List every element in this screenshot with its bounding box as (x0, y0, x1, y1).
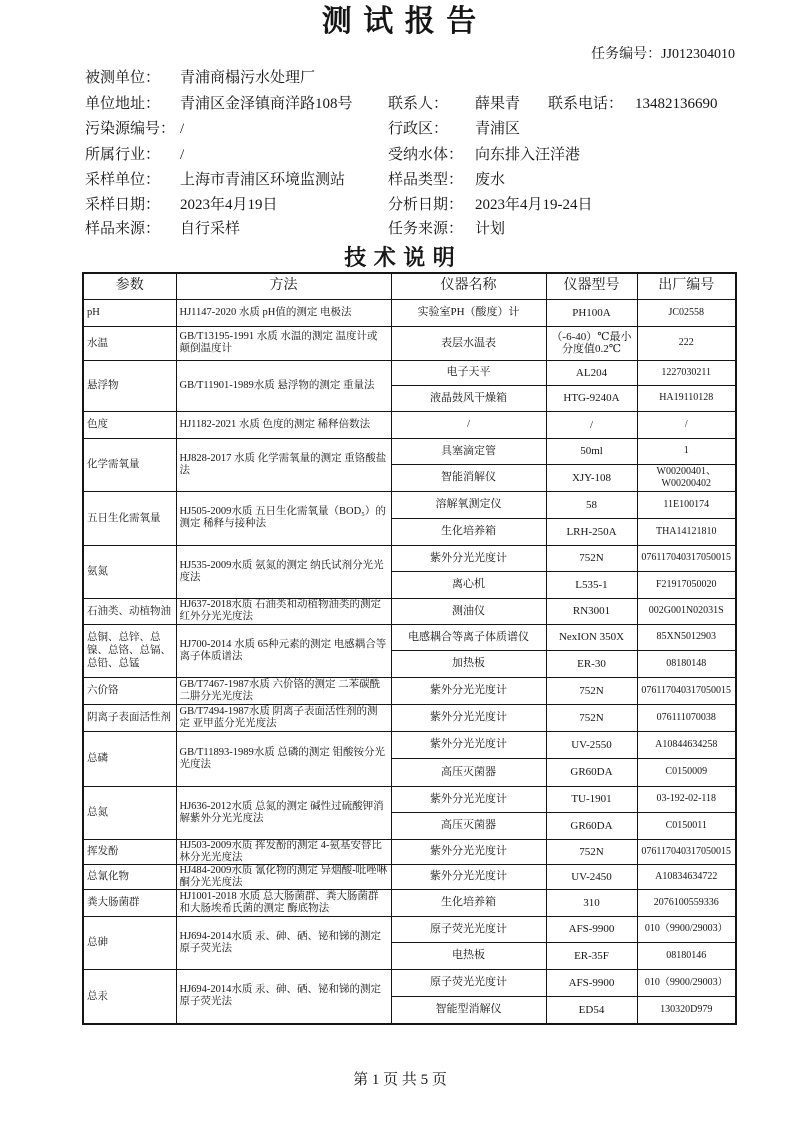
task-number-value: JJ012304010 (661, 47, 735, 62)
serial-no-cell: 08180146 (637, 942, 736, 969)
param-cell: 总氰化物 (83, 864, 176, 889)
param-cell: 阴离子表面活性剂 (83, 704, 176, 731)
serial-no-cell: 03-192-02-118 (637, 786, 736, 812)
analysis-date-value: 2023年4月19-24日 (475, 197, 593, 213)
instrument-name-cell: 紫外分光光度计 (391, 545, 546, 571)
industry-value: / (180, 147, 185, 163)
serial-no-cell: C0150009 (637, 758, 736, 786)
table-row (83, 786, 736, 812)
instrument-model-cell: ER-30 (546, 650, 637, 677)
param-cell: 六价铬 (83, 677, 176, 704)
sampling-unit-value: 上海市青浦区环境监测站 (180, 172, 346, 188)
serial-no-cell: / (637, 411, 736, 438)
table-row (83, 677, 736, 704)
instrument-model-cell: ED54 (546, 996, 637, 1024)
header-instrument-model: 仪器型号 (546, 273, 637, 299)
table-row (83, 839, 736, 864)
instrument-model-cell: TU-1901 (546, 786, 637, 812)
table-row (83, 545, 736, 571)
instrument-name-cell: 生化培养箱 (391, 518, 546, 545)
instrument-model-cell: GR60DA (546, 812, 637, 839)
sample-type-value: 废水 (475, 172, 506, 188)
table-row (83, 411, 736, 438)
method-cell: GB/T7494-1987水质 阴离子表面活性剂的测定 亚甲蓝分光光度法 (176, 704, 391, 731)
instrument-name-cell: 高压灭菌器 (391, 812, 546, 839)
sampling-date-value: 2023年4月19日 (180, 197, 278, 213)
task-source-label: 任务来源： (388, 221, 464, 237)
contact-label: 联系人： (388, 96, 449, 112)
header-param: 参数 (83, 273, 176, 299)
instrument-name-cell: 离心机 (391, 571, 546, 598)
param-cell: 氨氮 (83, 545, 176, 598)
serial-no-cell: 002G001N02031S (637, 598, 736, 624)
serial-no-cell: 2076100559336 (637, 889, 736, 916)
page-footer: 第 1 页 共 5 页 (353, 1072, 447, 1088)
param-cell: 总汞 (83, 969, 176, 1024)
instrument-model-cell: HTG-9240A (546, 385, 637, 411)
phone-value: 13482136690 (635, 96, 718, 112)
instrument-name-cell: 紫外分光光度计 (391, 731, 546, 758)
instrument-name-cell: 原子荧光光度计 (391, 916, 546, 942)
contact-value: 薛果青 (475, 96, 521, 112)
method-cell: GB/T13195-1991 水质 水温的测定 温度计或颠倒温度计 (176, 326, 391, 360)
sample-source-value: 自行采样 (180, 221, 241, 237)
address-value: 青浦区金泽镇商洋路108号 (180, 96, 353, 112)
method-cell: HJ1182-2021 水质 色度的测定 稀释倍数法 (176, 411, 391, 438)
serial-no-cell: 222 (637, 326, 736, 360)
table-row (83, 491, 736, 518)
instrument-model-cell: AFS-9900 (546, 916, 637, 942)
source-no-label: 污染源编号： (85, 121, 176, 137)
instrument-model-cell: 752N (546, 545, 637, 571)
param-cell: 总砷 (83, 916, 176, 969)
instrument-name-cell: 生化培养箱 (391, 889, 546, 916)
serial-no-cell: 11E100174 (637, 491, 736, 518)
param-cell: 悬浮物 (83, 360, 176, 411)
header-method: 方法 (176, 273, 391, 299)
param-cell: 色度 (83, 411, 176, 438)
method-cell: HJ505-2009水质 五日生化需氧量（BOD₅）的测定 稀释与接种法 (176, 491, 391, 545)
task-number (591, 46, 735, 64)
industry-label: 所属行业： (85, 147, 161, 163)
receiving-water-label: 受纳水体： (388, 147, 464, 163)
method-cell: HJ636-2012水质 总氮的测定 碱性过硫酸钾消解紫外分光光度法 (176, 786, 391, 839)
header-instrument-name: 仪器名称 (391, 273, 546, 299)
serial-no-cell: 1 (637, 438, 736, 464)
district-value: 青浦区 (475, 121, 521, 137)
section-title: 技 术 说 明 (344, 245, 456, 270)
table-row (83, 916, 736, 942)
param-cell: 粪大肠菌群 (83, 889, 176, 916)
method-cell: HJ503-2009水质 挥发酚的测定 4-氨基安替比林分光光度法 (176, 839, 391, 864)
serial-no-cell: W00200401、W00200402 (637, 464, 736, 491)
instrument-model-cell: XJY-108 (546, 464, 637, 491)
param-cell: pH (83, 299, 176, 326)
table-row (83, 360, 736, 385)
method-cell: HJ637-2018水质 石油类和动植物油类的测定 红外分光光度法 (176, 598, 391, 624)
instrument-model-cell: 50ml (546, 438, 637, 464)
instrument-model-cell: NexION 350X (546, 624, 637, 650)
instrument-model-cell: GR60DA (546, 758, 637, 786)
instrument-model-cell: UV-2450 (546, 864, 637, 889)
param-cell: 化学需氧量 (83, 438, 176, 491)
analysis-date-label: 分析日期： (388, 197, 464, 213)
instrument-model-cell: UV-2550 (546, 731, 637, 758)
instrument-name-cell: 紫外分光光度计 (391, 864, 546, 889)
instrument-model-cell: 58 (546, 491, 637, 518)
table-row (83, 889, 736, 916)
table-row (83, 731, 736, 758)
table-row (83, 438, 736, 464)
serial-no-cell: 076117040317050015 (637, 677, 736, 704)
receiving-water-value: 向东排入汪洋港 (475, 147, 581, 163)
unit-label: 被测单位： (85, 70, 161, 86)
serial-no-cell: 010（9900/29003） (637, 916, 736, 942)
report-title: 测 试 报 告 (321, 5, 479, 38)
instrument-name-cell: 电子天平 (391, 360, 546, 385)
table-header-row (83, 273, 736, 299)
instrument-name-cell: 测油仪 (391, 598, 546, 624)
instrument-name-cell: 电热板 (391, 942, 546, 969)
serial-no-cell: HA19110128 (637, 385, 736, 411)
param-cell: 挥发酚 (83, 839, 176, 864)
serial-no-cell: 08180148 (637, 650, 736, 677)
instrument-model-cell: AL204 (546, 360, 637, 385)
table-row (83, 326, 736, 360)
serial-no-cell: A10844634258 (637, 731, 736, 758)
phone-label: 联系电话： (548, 96, 624, 112)
table-row (83, 299, 736, 326)
instrument-name-cell: 表层水温表 (391, 326, 546, 360)
sampling-date-label: 采样日期： (85, 197, 161, 213)
method-cell: HJ1001-2018 水质 总大肠菌群、粪大肠菌群和大肠埃希氏菌的测定 酶底物法 (176, 889, 391, 916)
instrument-name-cell: 加热板 (391, 650, 546, 677)
instrument-name-cell: 具塞滴定管 (391, 438, 546, 464)
method-cell: HJ535-2009水质 氨氮的测定 纳氏试剂分光光度法 (176, 545, 391, 598)
instrument-name-cell: 智能型消解仪 (391, 996, 546, 1024)
task-source-value: 计划 (475, 221, 506, 237)
instrument-model-cell: 310 (546, 889, 637, 916)
method-cell: GB/T11901-1989水质 悬浮物的测定 重量法 (176, 360, 391, 411)
param-cell: 水温 (83, 326, 176, 360)
table-row (83, 598, 736, 624)
serial-no-cell: A10834634722 (637, 864, 736, 889)
address-label: 单位地址： (85, 96, 161, 112)
instrument-model-cell: / (546, 411, 637, 438)
instrument-name-cell: 紫外分光光度计 (391, 704, 546, 731)
instrument-model-cell: AFS-9900 (546, 969, 637, 996)
instrument-name-cell: 原子荧光光度计 (391, 969, 546, 996)
method-cell: GB/T7467-1987水质 六价铬的测定 二苯碳酰二肼分光光度法 (176, 677, 391, 704)
method-cell: HJ1147-2020 水质 pH值的测定 电极法 (176, 299, 391, 326)
instrument-model-cell: 752N (546, 677, 637, 704)
serial-no-cell: 076117040317050015 (637, 545, 736, 571)
param-cell: 总磷 (83, 731, 176, 786)
instrument-name-cell: 紫外分光光度计 (391, 677, 546, 704)
technical-table (82, 272, 737, 1025)
serial-no-cell: 130320D979 (637, 996, 736, 1024)
param-cell: 总氮 (83, 786, 176, 839)
serial-no-cell: 85XN5012903 (637, 624, 736, 650)
serial-no-cell: 010（9900/29003） (637, 969, 736, 996)
serial-no-cell: 076117040317050015 (637, 839, 736, 864)
instrument-model-cell: ER-35F (546, 942, 637, 969)
instrument-name-cell: 高压灭菌器 (391, 758, 546, 786)
instrument-model-cell: （-6-40）℃最小分度值0.2℃ (546, 326, 637, 360)
instrument-name-cell: 紫外分光光度计 (391, 786, 546, 812)
task-number-label: 任务编号： (591, 47, 662, 62)
table-row (83, 624, 736, 650)
sampling-unit-label: 采样单位： (85, 172, 161, 188)
instrument-model-cell: 752N (546, 704, 637, 731)
sample-type-label: 样品类型： (388, 172, 464, 188)
serial-no-cell: 1227030211 (637, 360, 736, 385)
method-cell: HJ694-2014水质 汞、砷、硒、铋和锑的测定 原子荧光法 (176, 969, 391, 1024)
serial-no-cell: JC02558 (637, 299, 736, 326)
param-cell: 五日生化需氧量 (83, 491, 176, 545)
serial-no-cell: C0150011 (637, 812, 736, 839)
instrument-name-cell: 实验室PH（酸度）计 (391, 299, 546, 326)
serial-no-cell: F21917050020 (637, 571, 736, 598)
instrument-name-cell: / (391, 411, 546, 438)
district-label: 行政区： (388, 121, 449, 137)
unit-value: 青浦商榻污水处理厂 (180, 70, 316, 86)
instrument-name-cell: 电感耦合等离子体质谱仪 (391, 624, 546, 650)
instrument-model-cell: RN3001 (546, 598, 637, 624)
instrument-model-cell: PH100A (546, 299, 637, 326)
serial-no-cell: THA14121810 (637, 518, 736, 545)
table-row (83, 864, 736, 889)
instrument-model-cell: 752N (546, 839, 637, 864)
instrument-model-cell: LRH-250A (546, 518, 637, 545)
instrument-name-cell: 智能消解仪 (391, 464, 546, 491)
method-cell: HJ828-2017 水质 化学需氧量的测定 重铬酸盐法 (176, 438, 391, 491)
instrument-name-cell: 液晶鼓风干燥箱 (391, 385, 546, 411)
serial-no-cell: 076111070038 (637, 704, 736, 731)
table-row (83, 704, 736, 731)
param-cell: 石油类、动植物油 (83, 598, 176, 624)
instrument-name-cell: 紫外分光光度计 (391, 839, 546, 864)
sample-source-label: 样品来源： (85, 221, 161, 237)
param-cell: 总铜、总锌、总镍、总铬、总镉、总铅、总锰 (83, 624, 176, 677)
method-cell: GB/T11893-1989水质 总磷的测定 钼酸铵分光光度法 (176, 731, 391, 786)
header-serial-no: 出厂编号 (637, 273, 736, 299)
instrument-name-cell: 溶解氧测定仪 (391, 491, 546, 518)
method-cell: HJ484-2009水质 氰化物的测定 异烟酸-吡唑啉酮分光光度法 (176, 864, 391, 889)
table-row (83, 969, 736, 996)
method-cell: HJ694-2014水质 汞、砷、硒、铋和锑的测定 原子荧光法 (176, 916, 391, 969)
method-cell: HJ700-2014 水质 65种元素的测定 电感耦合等离子体质谱法 (176, 624, 391, 677)
source-no-value: / (180, 121, 185, 137)
instrument-model-cell: L535-1 (546, 571, 637, 598)
